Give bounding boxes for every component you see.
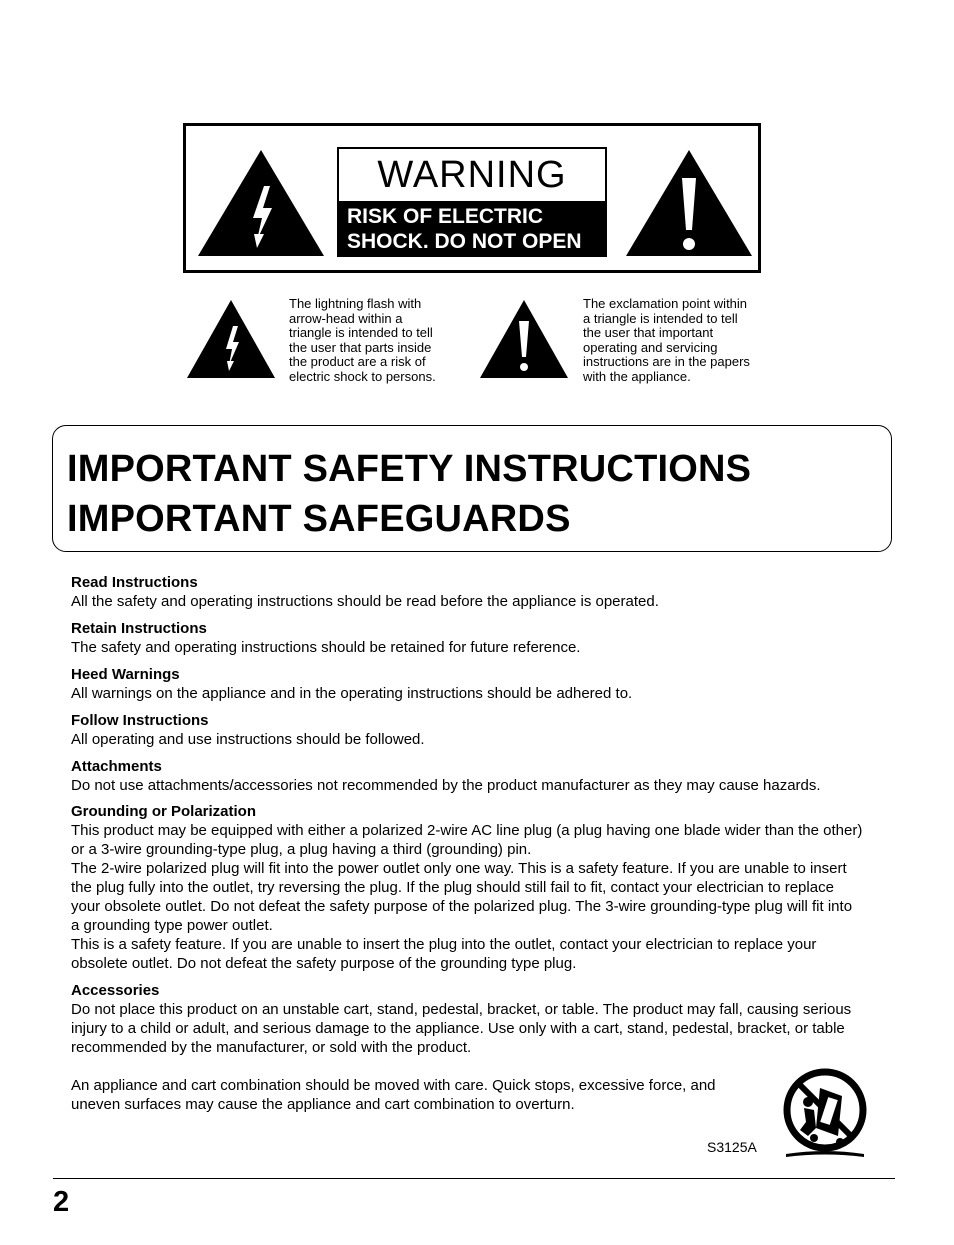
exclamation-explanation-line: operating and servicing [583, 339, 718, 355]
section-body [71, 776, 901, 795]
cart-note-line: uneven surfaces may cause the appliance and cart combination to overturn. [71, 1096, 575, 1113]
lightning-explanation-line: the product are a risk of [289, 354, 426, 369]
section-line: All the safety and operating instructions should be read before the appliance is operated. [71, 593, 659, 610]
section-line: The 2-wire polarized plug will fit into the power outlet only one way. This is a safety feature. If you are unable to insert [71, 860, 847, 877]
section-line: a grounding type power outlet. [71, 917, 273, 934]
section-line: recommended by the manufacturer, or sold with the product. [71, 1039, 472, 1056]
exclamation-explanation-line: a triangle is intended to tell [583, 310, 738, 326]
section-line: Do not place this product on an unstable cart, stand, pedestal, bracket, or table. The product may fall, causing serious [71, 1001, 852, 1018]
exclamation-explanation-line: the user that important [583, 325, 714, 340]
section-retain-instructions [71, 619, 901, 657]
section-body [71, 592, 901, 611]
section-heed-warnings [71, 665, 901, 703]
section-body [71, 684, 901, 703]
section-title: Read Instructions [71, 574, 198, 591]
exclamation-explanation-line: The exclamation point within [583, 296, 748, 311]
exclamation-explanation-line: with the appliance. [583, 368, 691, 384]
section-title: Grounding or Polarization [71, 803, 256, 820]
footer-divider [53, 1178, 895, 1179]
lightning-explanation-line: triangle is intended to tell [289, 325, 433, 340]
section-title: Attachments [71, 758, 162, 775]
section-accessories [71, 981, 901, 1057]
section-line: Do not use attachments/accessories not recommended by the product manufacturer as they may cause hazards. [71, 777, 821, 794]
cart-note [71, 1076, 771, 1114]
small-exclamation-triangle-icon [479, 299, 569, 379]
warning-subtitle-line: RISK OF ELECTRIC [347, 205, 544, 228]
section-attachments [71, 757, 901, 795]
exclamation-explanation-line: instructions are in the papers [583, 354, 750, 369]
section-body [71, 821, 901, 973]
section-line: This is a safety feature. If you are unable to insert the plug into the outlet, contact your electrician to replace your [71, 936, 817, 953]
section-body [71, 638, 901, 657]
lightning-explanation-line: the user that parts inside [289, 339, 432, 355]
cart-warning-code: S3125A [707, 1139, 757, 1155]
lightning-explanation-line: The lightning flash with [289, 296, 422, 311]
lightning-explanation [289, 297, 469, 384]
cart-tipover-icon [780, 1066, 870, 1166]
section-grounding [71, 802, 901, 973]
section-line: or a 3-wire grounding-type plug, a plug having a third (grounding) pin. [71, 841, 532, 858]
lightning-explanation-line: arrow-head within a [289, 310, 403, 326]
lightning-explanation-line: electric shock to persons. [289, 368, 436, 384]
section-follow-instructions [71, 711, 901, 749]
warning-title: WARNING [377, 154, 567, 196]
section-title: Follow Instructions [71, 712, 209, 729]
section-line: obsolete outlet. Do not defeat the safety purpose of the grounding type plug. [71, 955, 577, 972]
heading-line-2: IMPORTANT SAFEGUARDS [67, 498, 571, 540]
section-title: Heed Warnings [71, 666, 180, 683]
warning-subtitle-line: SHOCK. DO NOT OPEN [347, 230, 582, 253]
warning-subtitle [339, 201, 605, 255]
exclamation-explanation [583, 297, 773, 384]
exclamation-triangle-icon [624, 148, 754, 258]
warning-label [337, 147, 607, 257]
section-line: injury to a child or adult, and serious damage to the appliance. Use only with a cart, stand, pedestal, bracket, or table [71, 1020, 845, 1037]
section-line: This product may be equipped with either a polarized 2-wire AC line plug (a plug having one blade wider than the other) [71, 822, 863, 839]
small-lightning-triangle-icon [186, 299, 276, 379]
section-body [71, 730, 901, 749]
section-title: Retain Instructions [71, 620, 207, 637]
section-read-instructions [71, 573, 901, 611]
section-line: your obsolete outlet. Do not defeat the safety purpose of the polarized plug. The 3-wire grounding-type plug will fit into [71, 898, 853, 915]
cart-note-line: An appliance and cart combination should be moved with care. Quick stops, excessive force, and [71, 1077, 716, 1094]
section-title: Accessories [71, 982, 160, 999]
section-body [71, 1000, 901, 1057]
lightning-triangle-icon [196, 148, 326, 258]
section-line: The safety and operating instructions should be retained for future reference. [71, 639, 581, 656]
section-line: All warnings on the appliance and in the operating instructions should be adhered to. [71, 685, 633, 702]
page-number: 2 [53, 1186, 70, 1218]
heading-line-1: IMPORTANT SAFETY INSTRUCTIONS [67, 448, 752, 490]
section-line: the plug fully into the outlet, try reversing the plug. If the plug should still fail to fit, contact your electrician to replace [71, 879, 834, 896]
section-line: All operating and use instructions should be followed. [71, 731, 425, 748]
